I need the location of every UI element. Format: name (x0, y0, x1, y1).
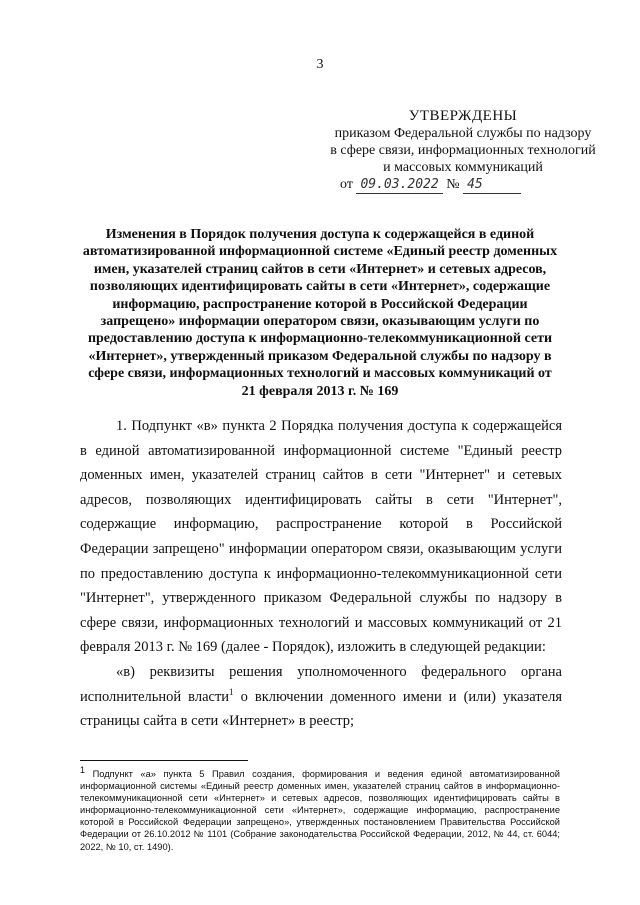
paragraph-2-text-a: «в) реквизиты решения уполномоченного федерального органа исполнительной власти (80, 663, 562, 705)
footnote-reference: 1 (229, 686, 234, 697)
handwritten-date: 09.03.2022 (356, 176, 442, 194)
approval-date-line (318, 176, 608, 194)
approval-block (318, 108, 608, 194)
number-prefix: № (446, 177, 460, 192)
footnote (80, 764, 560, 853)
footnote-text: Подпункт «а» пункта 5 Правил создания, формирования и ведения единой автоматизированной информационной системы «Единый реестр доменных имен, указателей страниц сайтов в информационно-телекоммуникационной сети «Интернет» и сетевых адресов, позволяющих идентифицировать сайты в информационно-телекоммуникационной сети «Интернет», содержащие информацию, распространение которой в Российской Федерации запрещено», утвержденных постановлением Правительства Российской Федерации от 26.10.2012 № 1101 (Собрание законодательства Российской Федерации, 2012, № 44, ст. 6044; 2022, № 10, ст. 1490). (80, 769, 560, 852)
page-number: 3 (316, 57, 324, 72)
date-prefix: от (340, 177, 353, 192)
approval-title: УТВЕРЖДЕНЫ (408, 108, 518, 124)
document-heading: Изменения в Порядок получения доступа к содержащейся в единой автоматизированной информационной системе «Единый реестр доменных имен, указателей страниц сайтов в сети «Интернет» и сетевых адресов, позволяющих идентифицировать сайты в сети «Интернет», содержащие информацию, распространение которой в Российской Федерации запрещено» информации оператором связи, оказывающим услуги по предоставлению доступа к информационно-телекоммуникационной сети «Интернет», утвержденный приказом Федеральной службы по надзору в сфере связи, информационных технологий и массовых коммуникаций от 21 февраля 2013 г. № 169 (82, 227, 558, 399)
footnote-divider (80, 760, 248, 761)
approval-line-1: приказом Федеральной службы по надзору (334, 126, 592, 141)
handwritten-order-number: 45 (463, 176, 521, 194)
paragraph-1: 1. Подпункт «в» пункта 2 Порядка получения доступа к содержащейся в единой автоматизированной информационной системе "Единый реестр доменных имен, указателей страниц сайтов в сети "Интернет" и сетевых адресов, позволяющих идентифицировать сайты в сети "Интернет", содержащие информацию, распространение которой в Российской Федерации запрещено" информации оператором связи, оказывающим услуги по предоставлению доступа к информационно-телекоммуникационной сети "Интернет", утвержденного приказом Федеральной службы по надзору в сфере связи, информационных технологий и массовых коммуникаций от 21 февраля 2013 г. № 169 (далее - Порядок), изложить в следующей редакции: (80, 418, 562, 656)
approval-line-2: в сфере связи, информационных технологий (330, 143, 596, 158)
paragraph-2-text-b: о включении доменного имени и (или) указателя страницы сайта в сети «Интернет» в реестр; (80, 688, 562, 730)
paragraph-2 (80, 660, 562, 734)
document-body (80, 414, 562, 734)
approval-line-3: и массовых коммуникаций (383, 160, 543, 175)
footnote-mark: 1 (80, 764, 86, 775)
